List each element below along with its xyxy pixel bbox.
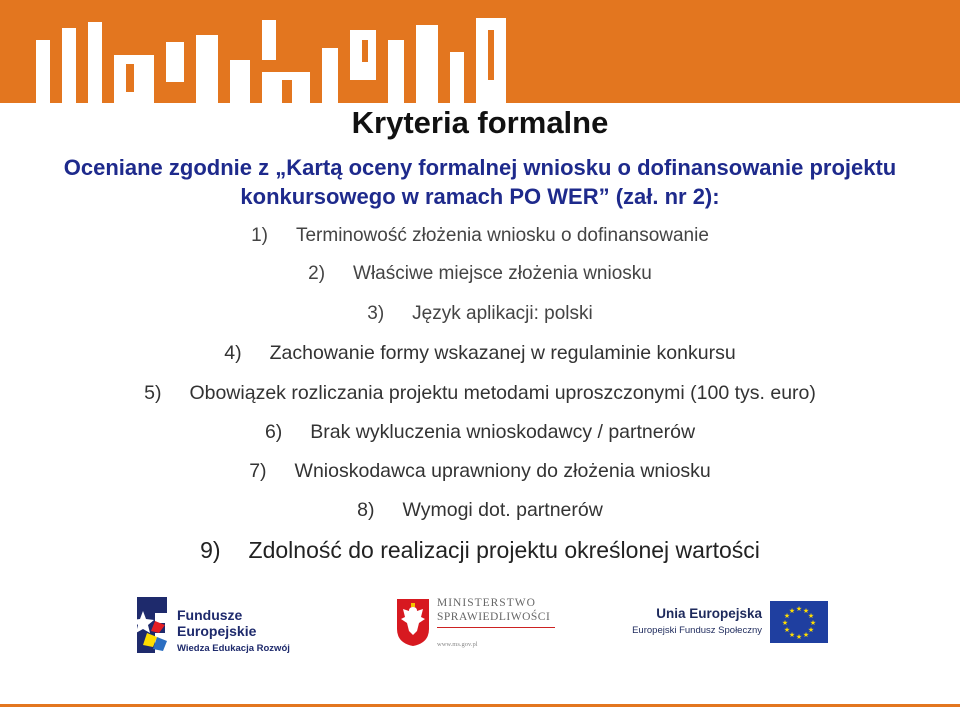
criterion-item <box>0 225 960 247</box>
criterion-text: Wymogi dot. partnerów <box>402 499 603 521</box>
svg-text:★: ★ <box>783 626 791 634</box>
svg-text:★: ★ <box>783 612 791 620</box>
criterion-item <box>0 303 960 325</box>
fundusze-europejskie-logo <box>137 593 297 657</box>
svg-text:★: ★ <box>802 607 810 615</box>
fundusze-line3: Wiedza Edukacja Rozwój <box>177 643 290 654</box>
ministerstwo-logo <box>395 597 565 655</box>
eu-flag-icon <box>770 601 828 643</box>
criterion-item <box>0 263 960 285</box>
ministerstwo-line1: MINISTERSTWO <box>437 597 536 609</box>
criterion-item <box>0 342 960 365</box>
subtitle-line-1: Oceniane zgodnie z „Kartą oceny formalnej wniosku o dofinansowanie projektu <box>63 155 897 180</box>
criterion-item <box>0 382 960 405</box>
criterion-text: Język aplikacji: polski <box>412 303 593 324</box>
svg-text:★: ★ <box>788 607 796 615</box>
subtitle-line-2: konkursowego w ramach PO WER” (zał. nr 2): <box>240 184 720 209</box>
svg-text:★: ★ <box>807 626 815 634</box>
svg-text:★: ★ <box>802 631 810 639</box>
criterion-text: Zdolność do realizacji projektu określonej wartości <box>248 537 760 563</box>
svg-text:★: ★ <box>795 633 803 641</box>
ministerstwo-divider <box>437 627 555 628</box>
criterion-item <box>0 460 960 483</box>
criterion-number: 8) <box>357 499 375 521</box>
slide-title: Kryteria formalne <box>351 105 609 140</box>
header-pattern-graphic <box>0 0 960 103</box>
ministerstwo-url: www.ms.gov.pl <box>437 641 478 648</box>
criterion-number: 6) <box>264 421 283 443</box>
criterion-number: 5) <box>144 382 162 404</box>
ue-line1: Unia Europejska <box>656 606 762 621</box>
slide-subtitle <box>0 153 960 211</box>
ministerstwo-line2: SPRAWIEDLIWOŚCI <box>437 611 551 623</box>
unia-europejska-logo <box>632 601 828 645</box>
svg-text:★: ★ <box>795 605 803 613</box>
criterion-text: Właściwe miejsce złożenia wniosku <box>353 263 652 284</box>
criterion-item <box>0 421 960 444</box>
criterion-text: Terminowość złożenia wniosku o dofinansowanie <box>295 225 709 246</box>
criterion-number: 9) <box>200 537 221 563</box>
svg-text:★: ★ <box>788 631 796 639</box>
svg-text:★: ★ <box>807 612 815 620</box>
criterion-text: Zachowanie formy wskazanej w regulaminie konkursu <box>269 342 736 364</box>
criterion-item <box>0 537 960 564</box>
criterion-number: 4) <box>224 342 242 364</box>
svg-text:★: ★ <box>781 619 789 627</box>
criterion-text: Brak wykluczenia wnioskodawcy / partnerów <box>310 421 696 443</box>
svg-text:★: ★ <box>809 619 817 627</box>
fundusze-line2: Europejskie <box>177 623 257 639</box>
eagle-emblem-icon <box>395 597 431 647</box>
ue-line2: Europejski Fundusz Społeczny <box>632 625 762 636</box>
criterion-number: 7) <box>249 460 267 482</box>
criterion-number: 1) <box>251 225 268 246</box>
header-band <box>0 0 960 103</box>
criterion-number: 3) <box>367 303 385 324</box>
criterion-text: Obowiązek rozliczania projektu metodami uproszczonymi (100 tys. euro) <box>189 382 816 404</box>
fundusze-star-icon <box>137 593 173 657</box>
criterion-text: Wnioskodawca uprawniony do złożenia wniosku <box>294 460 711 482</box>
criterion-item <box>0 499 960 522</box>
logo-bar <box>0 585 960 665</box>
fundusze-line1: Fundusze <box>177 607 243 623</box>
criterion-number: 2) <box>308 263 326 284</box>
